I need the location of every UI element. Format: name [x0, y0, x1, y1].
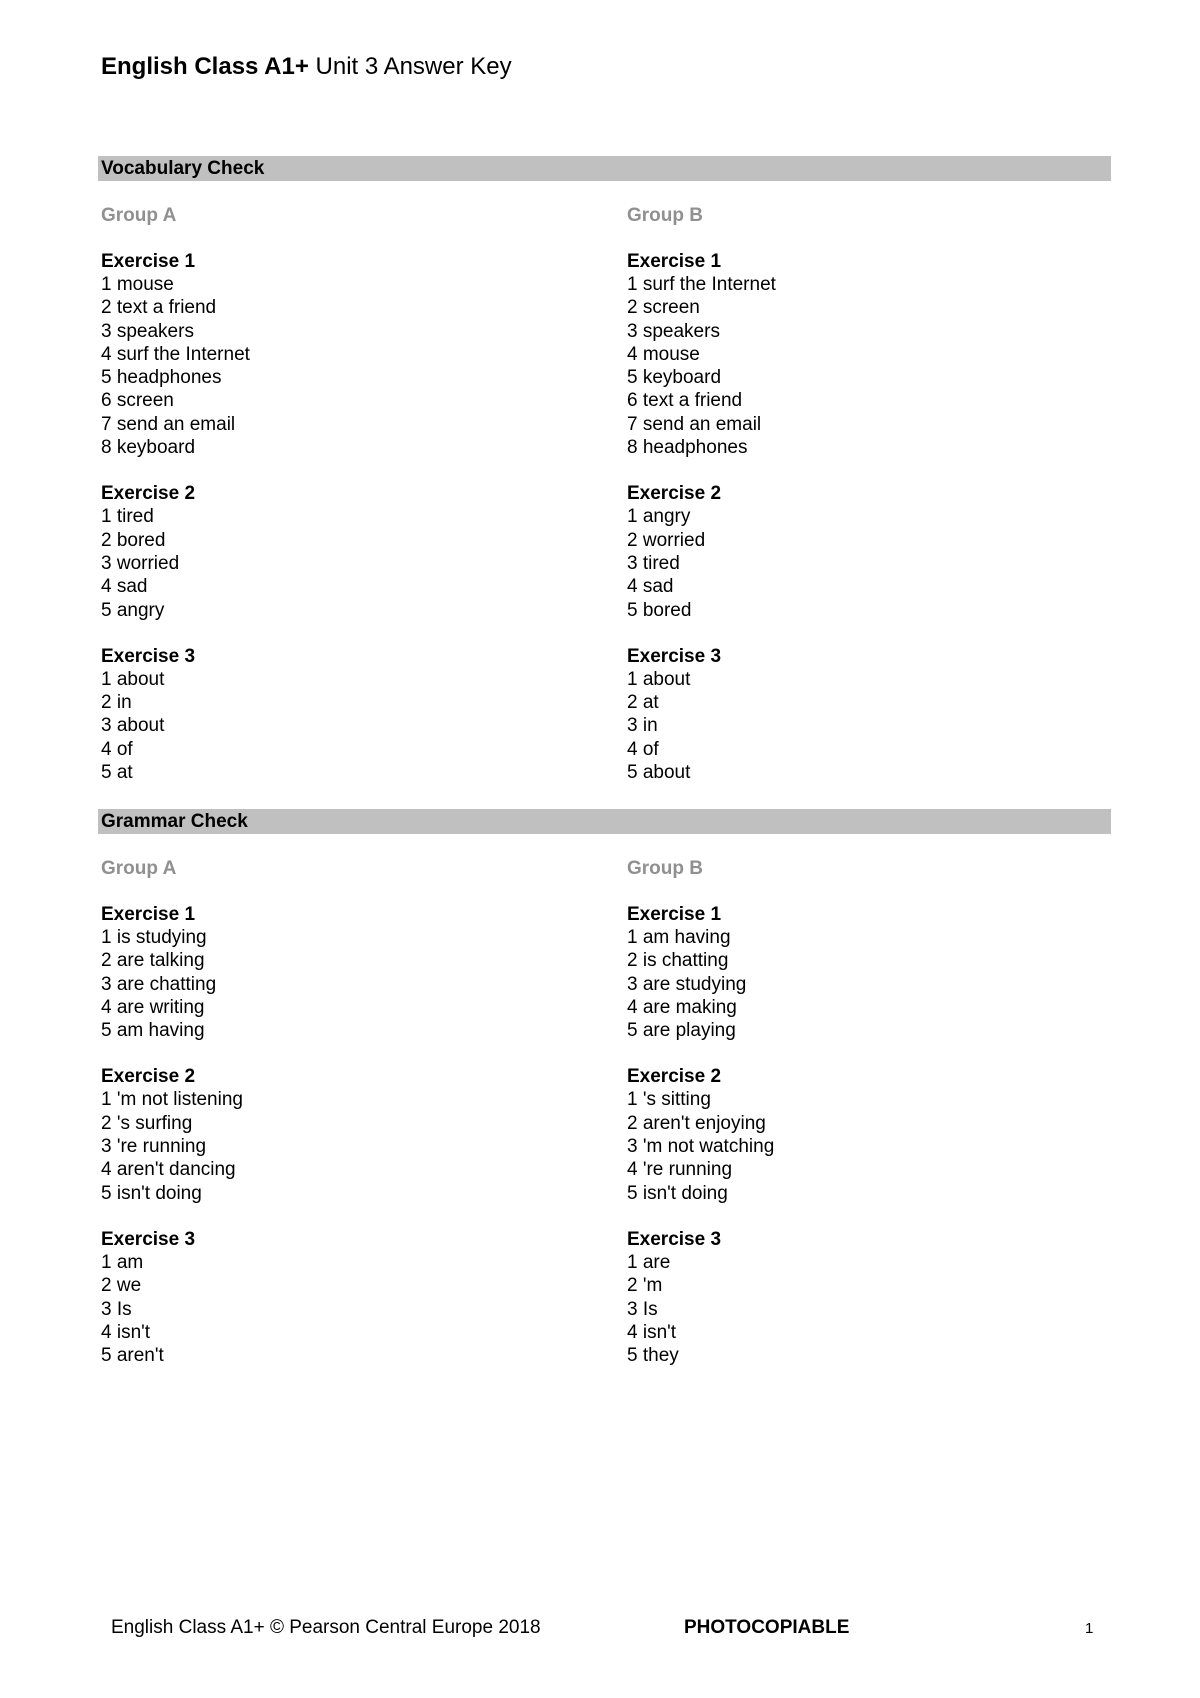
- answer-item: 2 'm: [627, 1275, 663, 1297]
- answer-item: 3 are chatting: [101, 973, 217, 995]
- section-grammar-check: [98, 809, 1111, 1367]
- answer-item: 5 they: [627, 1345, 679, 1367]
- group-b-column: [627, 181, 1107, 807]
- answer-item: 1 mouse: [101, 274, 174, 295]
- answer-item: 6 text a friend: [627, 390, 743, 412]
- answer-item: 1 am having: [627, 927, 731, 948]
- exercise-title: Exercise 1: [101, 251, 196, 272]
- answer-item: 3 speakers: [627, 320, 720, 342]
- answer-item: 1 tired: [101, 506, 154, 528]
- answer-item: 3 tired: [627, 552, 680, 574]
- exercise-title: Exercise 2: [101, 483, 196, 505]
- exercise: [627, 482, 1107, 621]
- answer-item: 4 aren't dancing: [101, 1159, 236, 1181]
- answer-item: 8 keyboard: [101, 437, 196, 459]
- answer-item: 5 are playing: [627, 1020, 736, 1042]
- exercise: [101, 482, 581, 621]
- answer-list: [101, 273, 581, 459]
- group-a-column: [101, 181, 581, 807]
- answer-item: 2 's surfing: [101, 1112, 193, 1134]
- answer-item: 4 sad: [101, 576, 148, 598]
- section-heading: Vocabulary Check: [98, 156, 1111, 181]
- exercise: [101, 1228, 581, 1367]
- answer-item: 5 angry: [101, 599, 165, 621]
- answer-item: 7 send an email: [627, 413, 762, 435]
- answer-item: 1 angry: [627, 506, 691, 528]
- answer-item: 2 at: [627, 692, 659, 714]
- exercise: [627, 903, 1107, 1042]
- answer-item: 5 aren't: [101, 1345, 164, 1367]
- answer-item: 2 bored: [101, 529, 166, 551]
- exercise-title: Exercise 3: [101, 1228, 196, 1250]
- answer-item: 5 about: [627, 762, 691, 784]
- group-label: Group B: [627, 858, 703, 879]
- footer-photocopiable: PHOTOCOPIABLE: [684, 1617, 850, 1638]
- answer-list: [627, 505, 1107, 621]
- exercise-title: Exercise 2: [627, 483, 722, 505]
- exercise: [627, 645, 1107, 784]
- answer-item: 2 we: [101, 1275, 142, 1297]
- group-a-column: [101, 834, 581, 1390]
- answer-item: 5 keyboard: [627, 367, 722, 389]
- page-title: [101, 53, 512, 81]
- exercise-title: Exercise 1: [627, 251, 722, 272]
- answer-item: 3 about: [101, 715, 165, 737]
- exercise: [627, 250, 1107, 459]
- exercise-title: Exercise 1: [101, 904, 196, 925]
- exercise: [101, 903, 581, 1042]
- answer-list: [627, 273, 1107, 459]
- group-b-column: [627, 834, 1107, 1390]
- answer-item: 3 Is: [101, 1298, 132, 1320]
- answer-item: 5 bored: [627, 599, 692, 621]
- answer-item: 1 'm not listening: [101, 1089, 243, 1111]
- exercise: [627, 1065, 1107, 1204]
- answer-item: 3 Is: [627, 1298, 658, 1320]
- group-label: Group A: [101, 205, 177, 226]
- answer-item: 4 surf the Internet: [101, 343, 250, 365]
- answer-item: 3 're running: [101, 1136, 207, 1158]
- exercise-title: Exercise 1: [627, 904, 722, 925]
- title-rest: Unit 3 Answer Key: [308, 53, 512, 80]
- answer-item: 1 am: [101, 1251, 144, 1273]
- answer-list: [627, 668, 1107, 784]
- answer-list: [101, 668, 581, 784]
- exercise-title: Exercise 2: [101, 1066, 196, 1088]
- answer-item: 6 screen: [101, 390, 174, 412]
- answer-item: 1 are: [627, 1251, 671, 1273]
- answer-item: 3 speakers: [101, 320, 194, 342]
- answer-item: 4 're running: [627, 1159, 733, 1181]
- answer-item: 4 sad: [627, 576, 674, 598]
- answer-item: 5 isn't doing: [627, 1182, 728, 1204]
- exercise: [101, 645, 581, 784]
- footer-copyright: English Class A1+ © Pearson Central Europe 2018: [111, 1617, 541, 1638]
- answer-item: 3 are studying: [627, 973, 747, 995]
- answer-item: 5 isn't doing: [101, 1182, 202, 1204]
- answer-item: 2 are talking: [101, 950, 205, 972]
- answer-item: 5 am having: [101, 1020, 205, 1042]
- answer-list: [101, 1251, 581, 1367]
- exercise-title: Exercise 3: [627, 645, 722, 667]
- exercise-title: Exercise 2: [627, 1066, 722, 1088]
- answer-item: 1 about: [627, 668, 691, 690]
- answer-item: 4 isn't: [627, 1321, 677, 1343]
- answer-item: 4 are writing: [101, 996, 205, 1018]
- answer-list: [627, 1088, 1107, 1204]
- answer-item: 4 of: [627, 738, 659, 760]
- answer-item: 1 surf the Internet: [627, 274, 776, 295]
- exercise-title: Exercise 3: [101, 645, 196, 667]
- answer-item: 5 headphones: [101, 367, 222, 389]
- answer-item: 4 of: [101, 738, 133, 760]
- answer-item: 3 in: [627, 715, 658, 737]
- exercise: [101, 1065, 581, 1204]
- section-vocabulary-check: [98, 156, 1111, 784]
- group-label: Group A: [101, 858, 177, 879]
- section-heading: Grammar Check: [98, 809, 1111, 834]
- title-bold: English Class A1+: [101, 53, 309, 80]
- answer-item: 3 worried: [101, 552, 180, 574]
- answer-list: [101, 1088, 581, 1204]
- answer-item: 2 worried: [627, 529, 706, 551]
- answer-item: 5 at: [101, 762, 133, 784]
- exercise-title: Exercise 3: [627, 1228, 722, 1250]
- answer-list: [101, 926, 581, 1042]
- page-number: 1: [1085, 1620, 1094, 1637]
- answer-item: 2 is chatting: [627, 950, 729, 972]
- answer-list: [627, 1251, 1107, 1367]
- answer-item: 2 text a friend: [101, 297, 217, 319]
- answer-item: 4 mouse: [627, 343, 700, 365]
- answer-item: 2 aren't enjoying: [627, 1112, 766, 1134]
- answer-item: 1 is studying: [101, 927, 207, 948]
- answer-item: 3 'm not watching: [627, 1136, 775, 1158]
- answer-list: [627, 926, 1107, 1042]
- answer-item: 1 about: [101, 668, 165, 690]
- group-label: Group B: [627, 205, 703, 226]
- answer-list: [101, 505, 581, 621]
- answer-item: 2 in: [101, 692, 132, 714]
- exercise: [627, 1228, 1107, 1367]
- answer-item: 1 's sitting: [627, 1089, 711, 1111]
- answer-item: 8 headphones: [627, 437, 748, 459]
- answer-item: 2 screen: [627, 297, 700, 319]
- answer-item: 7 send an email: [101, 413, 236, 435]
- answer-item: 4 are making: [627, 996, 737, 1018]
- answer-item: 4 isn't: [101, 1321, 151, 1343]
- exercise: [101, 250, 581, 459]
